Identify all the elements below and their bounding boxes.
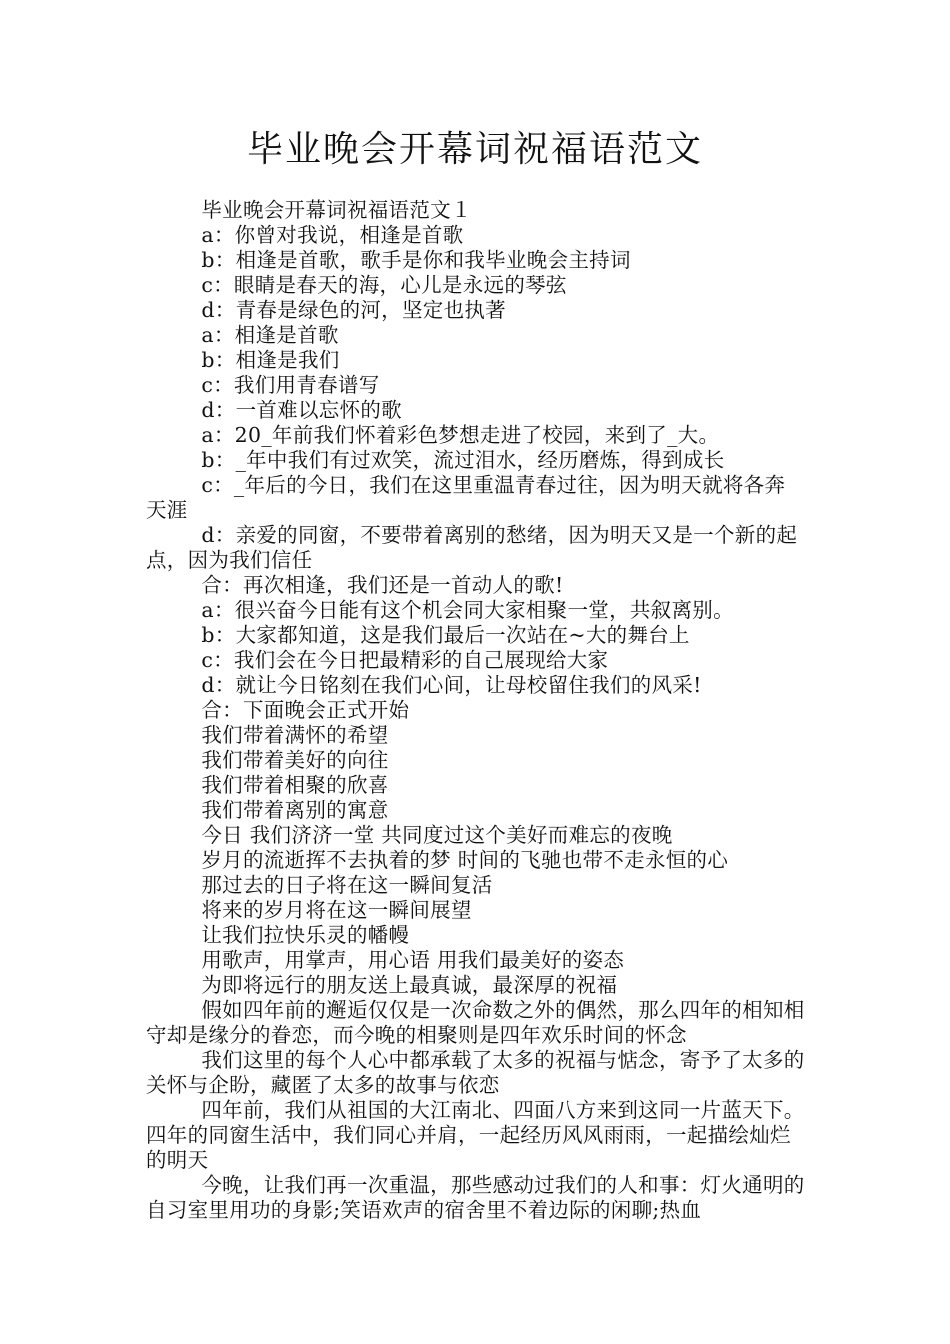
- paragraph: b：大家都知道，这是我们最后一次站在~大的舞台上: [201, 623, 690, 647]
- paragraph: b：相逢是首歌，歌手是你和我毕业晚会主持词: [201, 248, 631, 272]
- paragraph: b：_年中我们有过欢笑，流过泪水，经历磨炼，得到成长: [201, 448, 725, 472]
- paragraph: 合：再次相逢，我们还是一首动人的歌!: [201, 573, 564, 597]
- paragraph: 我们这里的每个人心中都承载了太多的祝福与惦念，寄予了太多的关怀与企盼，藏匿了太多的故事与依恋: [146, 1048, 805, 1097]
- paragraph: c：我们用青春谱写: [201, 373, 380, 397]
- paragraph: 我们带着离别的寓意: [201, 798, 389, 822]
- paragraph: a：相逢是首歌: [201, 323, 339, 347]
- paragraph: 岁月的流逝挥不去执着的梦 时间的飞驰也带不走永恒的心: [201, 848, 729, 872]
- paragraph: c：我们会在今日把最精彩的自己展现给大家: [201, 648, 609, 672]
- paragraph: 我们带着满怀的希望: [201, 723, 389, 747]
- paragraph: d：亲爱的同窗，不要带着离别的愁绪，因为明天又是一个新的起点，因为我们信任: [146, 523, 798, 572]
- paragraph: a：20_年前我们怀着彩色梦想走进了校园，来到了_大。: [201, 423, 720, 447]
- paragraph: a：很兴奋今日能有这个机会同大家相聚一堂，共叙离别。: [201, 598, 734, 622]
- paragraph: c：_年后的今日，我们在这里重温青春过往，因为明天就将各奔天涯: [146, 473, 786, 522]
- paragraph: d：一首难以忘怀的歌: [201, 398, 402, 422]
- paragraph: 假如四年前的邂逅仅仅是一次命数之外的偶然，那么四年的相知相守却是缘分的眷恋，而今晚的相聚则是四年欢乐时间的怀念: [146, 998, 805, 1047]
- paragraph: 让我们拉快乐灵的幡幔: [201, 923, 410, 947]
- paragraph: 毕业晚会开幕词祝福语范文１: [201, 198, 472, 222]
- paragraph: 为即将远行的朋友送上最真诚，最深厚的祝福: [201, 973, 618, 997]
- paragraph: 今晚，让我们再一次重温，那些感动过我们的人和事：灯火通明的自习室里用功的身影;笑语欢声的宿舍里不着边际的闲聊;热血: [146, 1173, 805, 1222]
- paragraph: 合：下面晚会正式开始: [201, 698, 410, 722]
- paragraph: c：眼睛是春天的海，心儿是永远的琴弦: [201, 273, 567, 297]
- paragraph: 我们带着相聚的欣喜: [201, 773, 389, 797]
- paragraph: a：你曾对我说，相逢是首歌: [201, 223, 464, 247]
- paragraph: 将来的岁月将在这一瞬间展望: [201, 898, 472, 922]
- paragraph: d：青春是绿色的河，坚定也执著: [201, 298, 506, 322]
- paragraph: 今日 我们济济一堂 共同度过这个美好而难忘的夜晚: [201, 823, 673, 847]
- paragraph: 四年前，我们从祖国的大江南北、四面八方来到这同一片蓝天下。四年的同窗生活中，我们同心并肩，一起经历风风雨雨，一起描绘灿烂的明天: [146, 1098, 805, 1172]
- document-body: [146, 198, 806, 1223]
- paragraph: b：相逢是我们: [201, 348, 340, 372]
- paragraph: 我们带着美好的向往: [201, 748, 389, 772]
- paragraph: 用歌声，用掌声，用心语 用我们最美好的姿态: [201, 948, 625, 972]
- paragraph: d：就让今日铭刻在我们心间，让母校留住我们的风采!: [201, 673, 702, 697]
- paragraph: 那过去的日子将在这一瞬间复活: [201, 873, 493, 897]
- document-title: 毕业晚会开幕词祝福语范文: [246, 129, 703, 170]
